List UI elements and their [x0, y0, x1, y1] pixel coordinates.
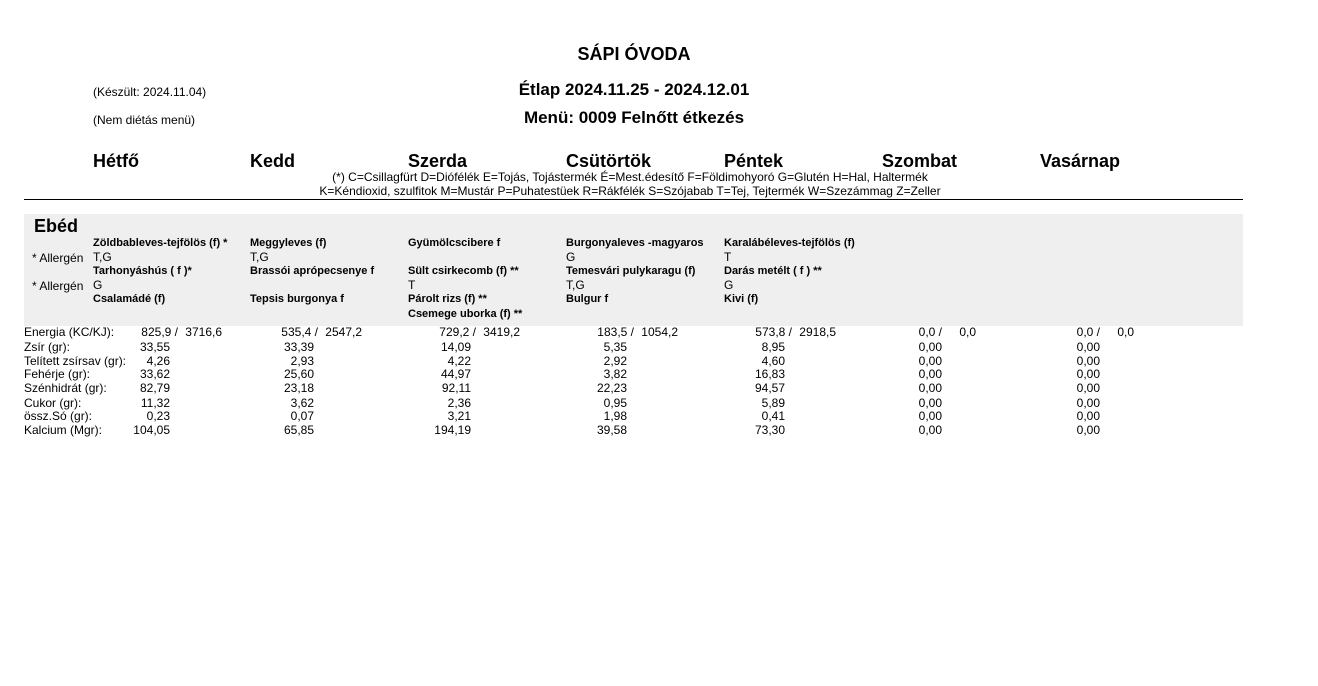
nutrient-value: 4,60 — [761, 354, 785, 368]
energy-kj: 2547,2 — [325, 325, 362, 339]
nutrient-value: 44,97 — [440, 367, 471, 381]
nutrient-value: 14,09 — [440, 340, 471, 354]
menu-period: Étlap 2024.11.25 - 2024.12.01 — [518, 80, 750, 99]
institution-title: SÁPI ÓVODA — [577, 44, 691, 64]
nutrient-value: 16,83 — [754, 367, 785, 381]
nutrient-value: 0,95 — [603, 396, 627, 410]
nutrient-value: 0,00 — [1076, 423, 1100, 437]
day-header-sunday: Vasárnap — [1040, 151, 1121, 171]
nutrient-value: 4,22 — [447, 354, 471, 368]
day-header-thursday: Csütörtök — [566, 151, 651, 171]
nutrient-label-salt: össz.Só (gr): — [24, 409, 93, 423]
energy-kj: 2918,5 — [799, 325, 836, 339]
dish: Bulgur f — [566, 293, 609, 305]
nutrient-value: 82,79 — [139, 381, 170, 395]
energy-kj: 1054,2 — [641, 325, 678, 339]
nutrient-value: 25,60 — [283, 367, 314, 381]
allergen-codes: G — [566, 250, 576, 264]
nutrient-value: 0,00 — [1076, 396, 1100, 410]
nutrient-value: 2,92 — [603, 354, 627, 368]
nutrient-value: 0,00 — [1076, 409, 1100, 423]
created-date: (Készült: 2024.11.04) — [93, 85, 207, 99]
allergen-codes: T,G — [93, 250, 112, 264]
allergen-label: * Allergén — [32, 251, 84, 265]
energy-kcal: 0,0 / — [918, 325, 942, 339]
energy-kcal: 0,0 / — [1076, 325, 1100, 339]
header-divider — [24, 199, 1243, 200]
nutrient-value: 4,26 — [146, 354, 170, 368]
nutrient-value: 33,55 — [139, 340, 170, 354]
nutrient-value: 0,00 — [918, 354, 942, 368]
dish: Meggyleves (f) — [250, 237, 327, 249]
nutrient-value: 23,18 — [283, 381, 314, 395]
nutrient-value: 104,05 — [133, 423, 170, 437]
energy-kj: 3419,2 — [483, 325, 520, 339]
nutrient-value: 2,36 — [447, 396, 471, 410]
dish: Csalamádé (f) — [93, 293, 166, 305]
nutrient-value: 0,00 — [1076, 354, 1100, 368]
nutrient-value: 0,00 — [918, 396, 942, 410]
nutrient-value: 5,35 — [603, 340, 627, 354]
dish: Sült csirkecomb (f) ** — [408, 265, 519, 277]
nutrient-value: 92,11 — [441, 381, 471, 395]
allergen-codes: T,G — [250, 250, 269, 264]
nutrient-value: 194,19 — [434, 423, 471, 437]
dish: Zöldbableves-tejfölös (f) * — [93, 237, 228, 249]
nutrient-value: 0,07 — [290, 409, 314, 423]
nutrient-value: 8,95 — [761, 340, 785, 354]
nutrient-value: 0,00 — [1076, 367, 1100, 381]
nutrient-value: 0,00 — [918, 367, 942, 381]
energy-kcal: 183,5 / — [597, 325, 634, 339]
nutrient-value: 0,41 — [761, 409, 785, 423]
menu-name: Menü: 0009 Felnőtt étkezés — [523, 108, 745, 127]
energy-kcal: 825,9 / — [141, 325, 178, 339]
nutrient-value: 3,82 — [603, 367, 627, 381]
dish: Gyümölcscibere f — [408, 237, 501, 249]
day-header-tuesday: Kedd — [250, 151, 295, 171]
allergen-codes: T — [724, 250, 732, 264]
nutrient-value: 1,98 — [603, 409, 627, 423]
nutrient-label-calcium: Kalcium (Mgr): — [24, 423, 103, 437]
nutrient-value: 65,85 — [283, 423, 314, 437]
nutrient-value: 3,21 — [447, 409, 471, 423]
nutrient-value: 5,89 — [761, 396, 785, 410]
allergen-codes: T,G — [566, 278, 585, 292]
day-header-wednesday: Szerda — [408, 151, 468, 171]
energy-kcal: 729,2 / — [439, 325, 476, 339]
nutrient-value: 2,93 — [290, 354, 314, 368]
dish: Párolt rizs (f) ** — [408, 293, 487, 305]
dish: Darás metélt ( f ) ** — [724, 265, 822, 277]
nutrient-value: 73,30 — [754, 423, 785, 437]
nutrient-value: 0,00 — [918, 423, 942, 437]
dish: Csemege uborka (f) ** — [408, 308, 523, 320]
allergen-codes: G — [93, 278, 103, 292]
meal-title: Ebéd — [34, 216, 79, 236]
allergen-label: * Allergén — [32, 279, 84, 293]
dish: Tepsis burgonya f — [250, 293, 344, 305]
nutrient-value: 94,57 — [754, 381, 785, 395]
nutrient-value: 0,00 — [1076, 381, 1100, 395]
nutrient-value: 22,23 — [596, 381, 627, 395]
nutrient-value: 33,39 — [283, 340, 314, 354]
dish: Karalábéleves-tejfölös (f) — [724, 237, 855, 249]
allergen-codes: G — [724, 278, 734, 292]
dish: Burgonyaleves -magyaros — [566, 237, 704, 249]
dish: Tarhonyáshús ( f )* — [93, 265, 192, 277]
nutrient-value: 33,62 — [139, 367, 170, 381]
diet-note: (Nem diétás menü) — [93, 113, 196, 127]
energy-kj: 0,0 — [959, 325, 976, 339]
nutrient-value: 0,23 — [146, 409, 170, 423]
energy-kj: 3716,6 — [185, 325, 222, 339]
nutrient-value: 0,00 — [918, 409, 942, 423]
nutrient-value: 39,58 — [596, 423, 627, 437]
dish: Kivi (f) — [724, 293, 759, 305]
nutrient-label-energy: Energia (KC/KJ): — [24, 325, 115, 339]
energy-kj: 0,0 — [1117, 325, 1134, 339]
nutrient-label-sugar: Cukor (gr): — [24, 396, 82, 410]
allergen-codes: T — [408, 278, 416, 292]
dish: Brassói aprópecsenye f — [250, 265, 375, 277]
allergen-legend-line-1: (*) C=Csillagfürt D=Diófélék E=Tojás, Tojástermék É=Mest.édesítő F=Földimohyoró G=Glutén H=Hal, Haltermék — [332, 170, 928, 184]
day-header-monday: Hétfő — [93, 151, 139, 171]
nutrient-value: 0,00 — [918, 381, 942, 395]
nutrient-label-saturated-fat: Telített zsírsav (gr): — [24, 354, 127, 368]
nutrient-value: 0,00 — [1076, 340, 1100, 354]
energy-kcal: 535,4 / — [281, 325, 318, 339]
nutrient-value: 0,00 — [918, 340, 942, 354]
nutrient-value: 3,62 — [290, 396, 314, 410]
nutrient-label-fat: Zsír (gr): — [24, 340, 70, 354]
nutrient-label-protein: Fehérje (gr): — [24, 367, 91, 381]
nutrient-label-carbohydrate: Szénhidrát (gr): — [24, 381, 107, 395]
energy-kcal: 573,8 / — [755, 325, 792, 339]
nutrient-value: 11,32 — [140, 396, 170, 410]
dish: Temesvári pulykaragu (f) — [566, 265, 696, 277]
day-header-friday: Péntek — [724, 151, 784, 171]
day-header-saturday: Szombat — [882, 151, 958, 171]
allergen-legend-line-2: K=Kéndioxid, szulfitok M=Mustár P=Puhatestüek R=Rákfélék S=Szójabab T=Tej, Tejtermék W=Szezámmag Z=Zeller — [319, 184, 941, 198]
